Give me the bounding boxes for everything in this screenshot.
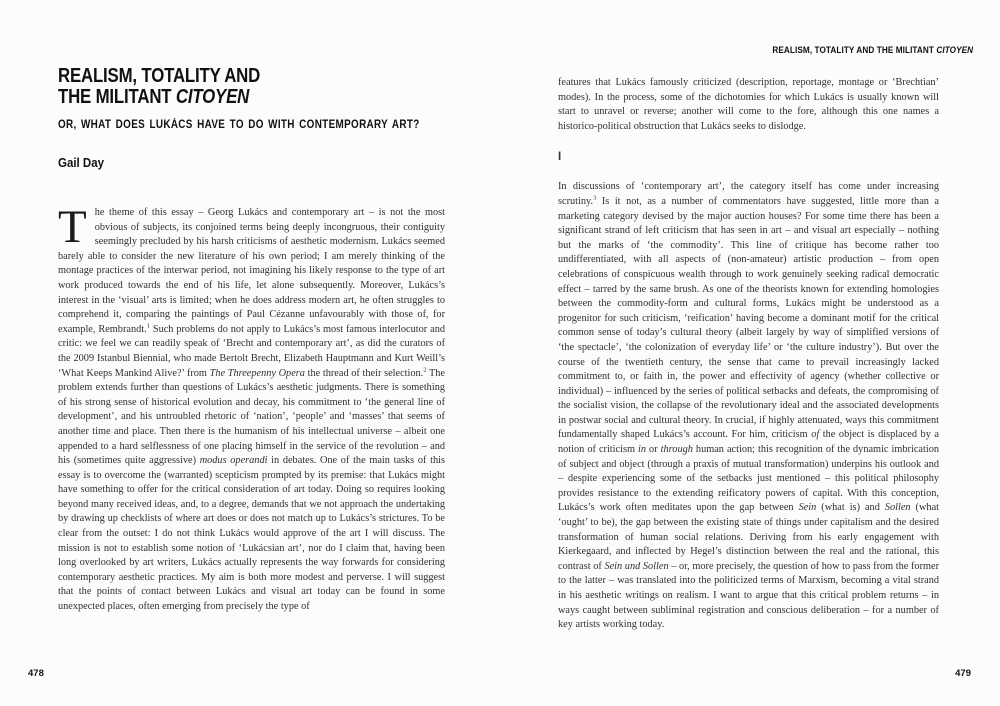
article-title-line2: THE MILITANT bbox=[58, 86, 176, 108]
page-number-left: 478 bbox=[28, 668, 44, 679]
page-number-right: 479 bbox=[955, 668, 971, 679]
drop-cap: T bbox=[58, 201, 87, 253]
body-paragraph-left-text: he theme of this essay – Georg Lukács and contemporary art – is not the most obvious of subjects, its conjoined terms being deeply incongruous, their contiguity seemingly precluded by his harsh criticisms of aesthetic modernism. Lukács seemed barely able to consider the new literature of his own period; I am merely thinking of the montage practices of the interwar period, not imagining his likely response to the type of art work produced towards the end of his life, let alone subsequently. Moreover, Lukács’s interest in the ‘visual’ arts is limited; when he does address modern art, he often struggles to comprehend it, comparing the paintings of Paul Cézanne unfavourably with those of, for example, Rembrandt.$^1$ Such problems do not apply to Lukács’s most famous interlocutor and critic: we feel we can readily speak of ‘Brecht and contemporary art’, as did the curators of the 2009 Istanbul Biennial, who made Bertolt Brecht, Elizabeth Hauptmann and Kurt Weill’s ‘What Keeps Mankind Alive?’ from The Threepenny Opera the thread of their selection.$^2$ The problem extends further than questions of Lukács’s aesthetic judgments. There is something of his strong sense of historical evolution and decay, his commitment to ‘the general line of development’, and his untroubled rhetoric of ‘nation’, ‘people’ and ‘masses’ that seems of another time and place. Then there is the humanism of his intellectual universe – albeit one appended to a hard selflessness of one placing himself in the service of the revolution – and his (sometimes quite aggressive) modus operandi in debates. One of the main tasks of this essay is to overcome the (warranted) scepticism prompted by its premise: that Lukács might have something to offer for the critical consideration of art today. Doing so requires looking beyond many received ideas, and, to a degree, demands that we not approach the undertaking by drawing up checklists of where art does or does not match up to Lukács’s strictures. To be clear from the outset: I do not think Lukács would approve of the art I will discuss. The mission is not to establish some notion of ‘Lukácsian art’, nor do I claim that, having been long overlooked by art writers, Lukács actually represents the way forwards for considering contemporary aesthetic practices. My aim is both more modest and perverse. I will suggest that the points of contact between Lukács and visual art today can be found in some unexpected places, often emerging from precisely the type of bbox=[58, 207, 446, 613]
body-paragraph-right-continuation: features that Lukács famously criticized (description, reportage, montage or ‘Brechtian’ modes). In the process, some of the dichotomies for which Lukács is usually known will start to unravel or reverse; another will come to the fore, although this one names a historico-political obstruction that Lukács seeks to dislodge. bbox=[558, 77, 939, 132]
article-title bbox=[58, 66, 383, 108]
page-right-column bbox=[558, 46, 939, 633]
article-subtitle: OR, WHAT DOES LUKÁCS HAVE TO DO WITH CONTEMPORARY ART? bbox=[58, 119, 420, 131]
body-paragraph-left bbox=[58, 201, 446, 615]
running-header-italic-word: CITOYEN bbox=[936, 45, 973, 55]
section-heading-numeral: I bbox=[558, 151, 562, 164]
body-paragraph-right-section1: In discussions of ‘contemporary art’, the category itself has come under increasing scrutiny.$^3$ Is it not, as a number of commentators have suggested, little more than a marketing category devised by the major auction houses? For some time there has been a significant strand of left criticism that has seen in art – and visual art especially – nothing but the marks of ‘the commodity’. This line of critique has become rather too undifferentiated, with all aspects of (non-amateur) artistic production – from open celebrations of conspicuous wealth through to work genuinely seeking radical democratic effect – tarred by the same brush. As one of the theorists known for extending homologies between the commodity-form and cultural forms, Lukács might be understood as a progenitor for such criticism, ‘reification’ having become a dominant motif for the critical common sense of today’s cultural theory (albeit largely by way of simplified versions of ‘the spectacle’, ‘the colonization of everyday life’ or ‘the culture industry’). But over the course of the twentieth century, the sense that came to prevail increasingly lacked commitment to, or faith in, the power and effectivity of agency (whether collective or individual) – influenced by the series of political setbacks and defeats, the compromising of the socialist vision, the collapse of the revolutionary ideal and the associated developments in postwar social and cultural theory. In crucial, if highly attenuated, ways this commitment fundamentally shaped Lukács’s account. For him, criticism of the object is displaced by a notion of criticism in or through human action; this recognition of the dynamic imbrication of subject and object (through a praxis of mutual transformation) underpins his outlook and – despite experiencing some of the setbacks just mentioned – this political philosophy provides resistance to the extending reificatory powers of capital. With this conception, Lukács’s work often meditates upon the gap between Sein (what is) and Sollen (what ‘ought’ to be), the gap between the existing state of things under capitalism and the desired transformation of human social relations. Deriving from his early engagement with Kierkegaard, and inflected by Hegel’s distinction between the real and the rational, this contrast of Sein und Sollen – or, more precisely, the question of how to pass from the former to the latter – was translated into the politicized terms of Marxism, becoming a vital strand in his aesthetic writings on realism. I want to argue that this critical problem returns – in ways caught between subliminal registration and conscious deliberation – for a number of key artists working today. bbox=[558, 181, 940, 631]
article-title-italic-word: CITOYEN bbox=[175, 86, 250, 108]
running-header-text: REALISM, TOTALITY AND THE MILITANT bbox=[772, 45, 937, 55]
page-left-column bbox=[58, 66, 445, 615]
author-name: Gail Day bbox=[58, 156, 105, 170]
article-title-line1: REALISM, TOTALITY AND bbox=[58, 65, 261, 87]
